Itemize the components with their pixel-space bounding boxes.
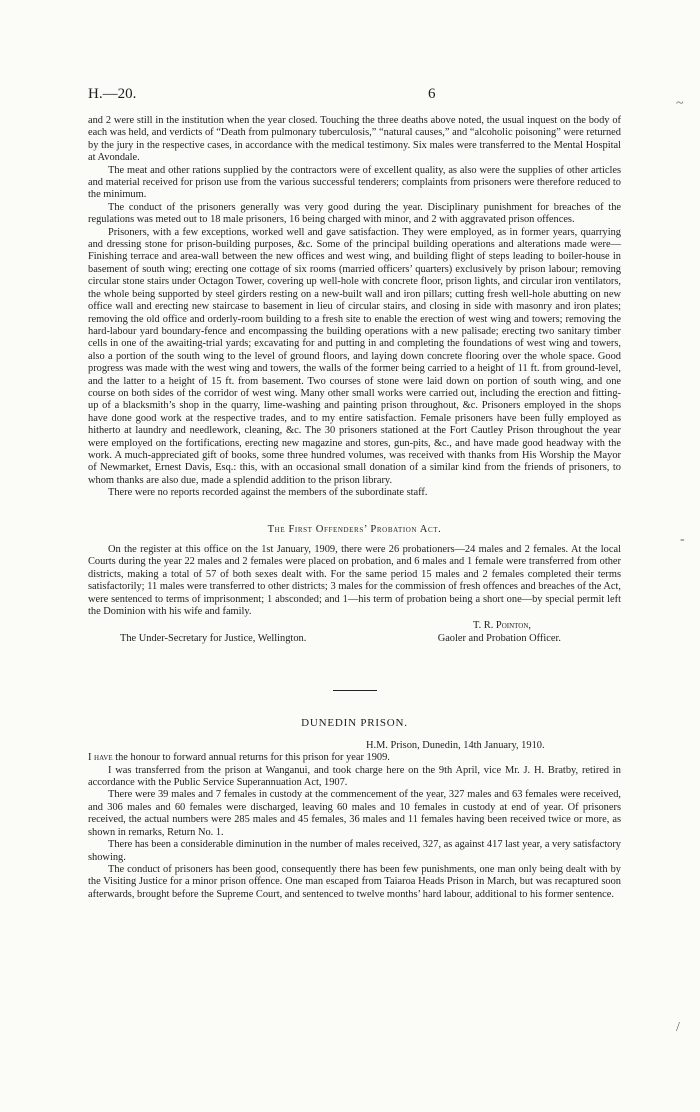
addressee: The Under-Secretary for Justice, Wellington. [120,633,307,645]
paragraph-prisoner-conduct: The conduct of prisoners has been good, consequently there has been few punishments, one man only being dealt with by the Visiting Justice for a minor prison offence. One man escaped from Taiaroa Heads Prison in March, but was recaptured soon afterwards, brought before the Supreme Court, and sentenced to twelve months’ hard labour, additional to his former sentence. [88,863,621,900]
dateline: H.M. Prison, Dunedin, 14th January, 1910. [366,739,545,751]
paragraph-transfer: I was transferred from the prison at Wanganui, and took charge here on the 9th April, vice Mr. J. H. Bratby, retired in accordance with the Public Service Superannuation Act, 1907. [88,764,621,789]
paragraph-custody: There were 39 males and 7 females in custody at the commencement of the year, 327 males and 63 females were received, and 306 males and 60 females were discharged, leaving 60 males and 10 females in custody at end of year. Of prisoners received, the actual numbers were 285 males and 45 females, 36 males and 11 females having been received twice or more, as shown in remarks, Return No. 1. [88,789,621,838]
signature-name: T. R. Pointon, [473,620,531,632]
signature-block [88,620,621,648]
margin-mark-bottom: / [676,1020,680,1035]
paragraph-diminution: There has been a considerable diminution in the number of males received, 327, as against 417 last year, a very satisfactory showing. [88,839,621,863]
paragraph-conduct: The conduct of the prisoners generally was very good during the year. Disciplinary punishment for breaches of the regulations was meted out to 18 male prisoners, 16 being charged with minor, and 2 with aggravated prison offences. [88,201,621,226]
paragraph-works: Prisoners, with a few exceptions, worked well and gave satisfaction. They were employed, as in former years, quarrying and dressing stone for prison-building purposes, &c. Some of the principal building operations and alterations made were—Finishing terrace and area-wall between the new offices and west wing, and building flight of steps leading to boiler-house in basement of south wing; erecting one cottage of six rooms (married officers’ quarters) exclusively by prison labour; removing circular stone stairs under Octagon Tower, covering up well-hole with concrete floor, prison lights, and circular iron ventilators, the whole being supported by steel girders resting on a new-built wall and iron pillars; cutting fresh well-hole abutting on new office wall and erecting new staircase to basement in lieu of circular stairs, and closing in side with masonry and iron plates; removing the old office and orderly-room building to a fresh site to enable the erection of west wing and towers; removing the hard-labour yard boundary-fence and encompassing the building operations with a new palisade; erecting two sanitary timber cells in one of the awaiting-trial yards; excavating for and putting in and completing the foundations of west wing and towers, also a portion of the south wing to the level of ground floors, and laying down concrete flooring over the whole space. Good progress was made with the west wing and towers, the walls of the former being carried to a height of 11 ft. from ground-level, and the latter to a height of 15 ft. from basement. Two courses of stone were laid down on portion of south wing, and one course on both sides of the corridor of west wing. Many other small works were carried out, including the erection and fitting-up of a blacksmith’s shop in the quarry, lime-washing and painting prison throughout, &c. Prisoners employed in the shops have done good work at the respective trades, and to my entire satisfaction. Female prisoners have been fully employed as hitherto at laundry and needlework, cleaning, &c. The 30 prisoners stationed at the Fort Cautley Prison throughout the year were employed on the fortifications, erecting new magazine and stores, gun-pits, &c., and have made good headway with the work. A much-appreciated gift of books, some three hundred volumes, was received with thanks from His Worship the Mayor of Newmarket, Ernest Davis, Esq.: this, with an occasional small donation of a similar kind from the friends of prisoners, to whom thanks are also due, made a splendid addition to the prison library. [88,226,621,486]
probation-act-heading: The First Offenders’ Probation Act. [267,523,442,535]
opening-caps: I have [88,752,113,764]
paragraph-inquest: and 2 were still in the institution when the year closed. Touching the three deaths above noted, the usual inquest on the body of each was held, and verdicts of “Death from pulmonary tuberculosis,” “natural causes,” and “alcoholic poisoning” were returned by the jury in the respective cases, in accordance with the medical testimony. Six males were transferred to the Mental Hospital at Avondale. [88,115,621,164]
report-reference: H.—20. [88,86,137,102]
margin-mark-top: ~ [676,96,684,111]
paragraph-rations: The meat and other rations supplied by the contractors were of excellent quality, as also were the supplies of other articles and material received for prison use from the various successful tenderers; complaints from prisoners were therefore reduced to the minimum. [88,164,621,201]
document-body [88,115,621,901]
opening-rest: the honour to forward annual returns for this prison for year 1909. [112,752,390,764]
section-divider [333,690,377,691]
paragraph-probation: On the register at this office on the 1st January, 1909, there were 26 probationers—24 males and 2 females. At the local Courts during the year 22 males and 2 females were placed on probation, and 6 males and 1 female were transferred from other districts, making a total of 57 of both sexes dealt with. For the same period 15 males and 2 females completed their terms satisfactorily; 11 males were transferred to other districts; 3 males for the commission of fresh offences and breaches of the Act, were sentenced to terms of imprisonment; 1 absconded; and 1—his term of probation being a short one—by special permit left the Dominion with his wife and family. [88,544,621,618]
margin-mark-mid: - [680,532,685,547]
page-header [88,86,628,104]
paragraph-opening [88,752,621,764]
page-number: 6 [428,86,436,102]
paragraph-staff: There were no reports recorded against the members of the subordinate staff. [108,487,428,499]
signature-office: Gaoler and Probation Officer. [437,633,561,645]
dunedin-prison-heading: DUNEDIN PRISON. [301,717,408,730]
